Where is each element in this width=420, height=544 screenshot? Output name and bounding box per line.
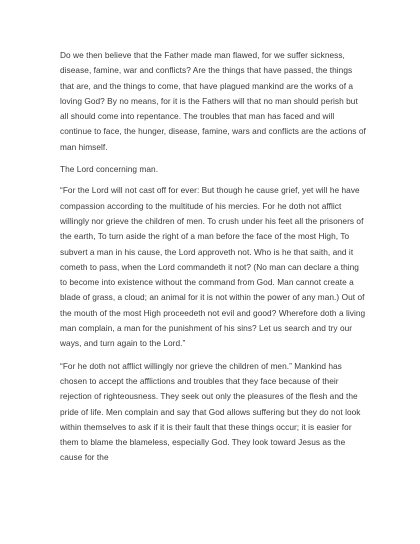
paragraph-scripture-quote: “For the Lord will not cast off for ever: But though he cause grief, yet will he have compassion according to the multitude of his mercies. For he doth not afflict willingly nor grieve the children of men. To crush under his feet all the prisoners of the earth, To turn aside the right of a man before the face of the most High, To subvert a man in his cause, the Lord approveth not. Who is he that saith, and it cometh to pass, when the Lord commandeth it not? (No man can declare a thing to become into existence without the command from God. Man cannot create a blade of grass, a cloud; an animal for it is not within the power of any man.) Out of the mouth of the most High proceedeth not evil and good? Wherefore doth a living man complain, a man for the punishment of his sins? Let us search and try our ways, and turn again to the Lord.” xyxy=(60,185,366,349)
paragraph-commentary: “For he doth not afflict willingly nor grieve the children of men.” Mankind has chosen to accept the afflictions and troubles that they face because of their rejection of righteousness. They seek out only the pleasures of the flesh and the pride of life. Men complain and say that God allows suffering but they do not look within themselves to ask if it is their fault that these things occur; it is easier for them to blame the blameless, especially God. They look toward Jesus as the cause for the xyxy=(60,360,361,463)
document-body xyxy=(60,48,366,473)
section-heading: The Lord concerning man. xyxy=(60,164,159,175)
paragraph-intro: Do we then believe that the Father made man flawed, for we suffer sickness, disease, famine, war and conflicts? Are the things that have passed, the things that are, and the things to come, that have plagued mankind are the works of a loving God? By no means, for it is the Fathers will that no man should perish but all should come into repentance. The troubles that man has faced and will continue to face, the hunger, disease, famine, wars and conflicts are the actions of man himself. xyxy=(60,50,366,152)
